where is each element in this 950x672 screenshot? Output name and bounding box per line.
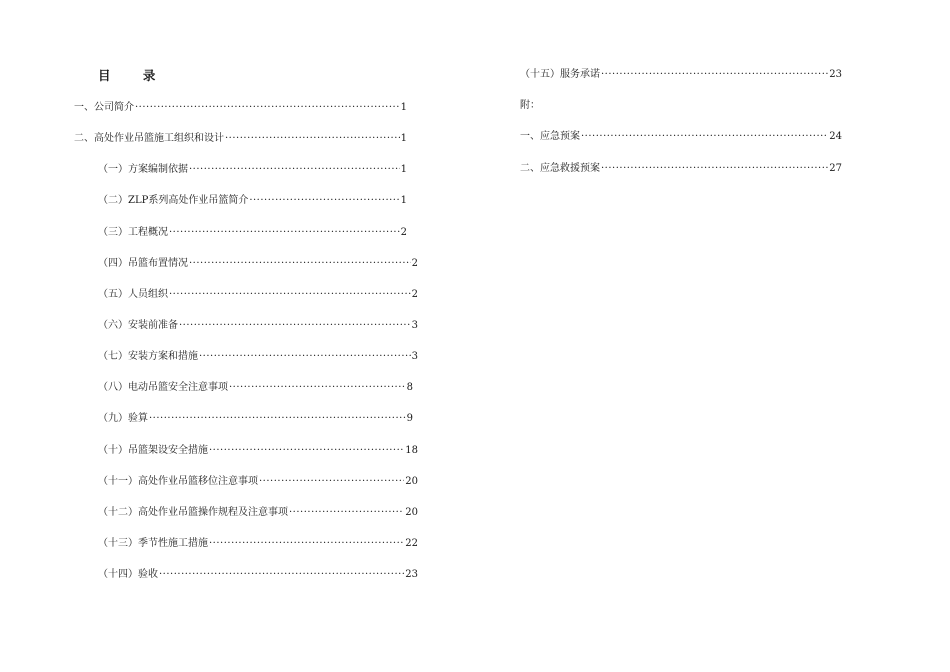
toc-entry-page: 2 xyxy=(411,258,418,269)
toc-leader-dots xyxy=(159,568,404,582)
toc-leader-dots xyxy=(149,412,406,426)
toc-entry-gondola-layout[interactable] xyxy=(98,257,418,271)
toc-entry-erection-safety[interactable] xyxy=(98,444,418,458)
toc-entry-page: 2 xyxy=(411,289,418,300)
toc-entry-company-intro[interactable] xyxy=(74,101,407,115)
toc-leader-dots xyxy=(199,350,411,364)
toc-entry-page: 23 xyxy=(405,569,418,580)
toc-leader-dots xyxy=(601,162,828,176)
toc-title: 目 录 xyxy=(98,68,170,83)
toc-entry-page: 20 xyxy=(405,507,418,518)
toc-entry-page: 1 xyxy=(400,133,407,144)
toc-entry-label: （十）吊篮架设安全措施 xyxy=(98,445,208,456)
toc-entry-label: （一）方案编制依据 xyxy=(98,164,188,175)
toc-entry-pre-install[interactable] xyxy=(98,319,418,333)
toc-leader-dots xyxy=(189,257,411,271)
toc-entry-emergency-plan[interactable] xyxy=(520,130,842,144)
toc-entry-label: （十二）高处作业吊篮操作规程及注意事项 xyxy=(98,507,288,518)
toc-entry-label: 一、应急预案 xyxy=(520,131,580,142)
toc-entry-page: 20 xyxy=(405,476,418,487)
toc-leader-dots xyxy=(581,130,828,144)
toc-entry-safety-notes[interactable] xyxy=(98,381,413,395)
toc-entry-label: （十五）服务承诺 xyxy=(520,69,600,80)
toc-entry-page: 1 xyxy=(400,102,407,113)
toc-leader-dots xyxy=(289,506,404,520)
toc-entry-label: （八）电动吊篮安全注意事项 xyxy=(98,382,228,393)
toc-entry-construction-design[interactable] xyxy=(74,132,407,146)
toc-entry-page: 1 xyxy=(400,164,407,175)
toc-entry-seasonal[interactable] xyxy=(98,537,418,551)
toc-leader-dots xyxy=(209,444,404,458)
toc-entry-service-commitment[interactable] xyxy=(520,68,842,82)
toc-entry-page: 23 xyxy=(829,69,842,80)
toc-entry-page: 3 xyxy=(411,320,418,331)
toc-leader-dots xyxy=(189,163,400,177)
toc-entry-label: （十四）验收 xyxy=(98,569,158,580)
toc-leader-dots xyxy=(169,288,411,302)
toc-entry-calculation[interactable] xyxy=(98,412,413,426)
toc-entry-page: 1 xyxy=(400,195,407,206)
toc-entry-page: 24 xyxy=(829,131,842,142)
toc-entry-project-overview[interactable] xyxy=(98,226,407,240)
toc-leader-dots xyxy=(229,381,406,395)
toc-entry-zlp-intro[interactable] xyxy=(98,194,407,208)
toc-entry-label: 一、公司简介 xyxy=(74,102,134,113)
toc-leader-dots xyxy=(209,537,404,551)
toc-entry-label: （四）吊篮布置情况 xyxy=(98,258,188,269)
toc-leader-dots xyxy=(179,319,411,333)
appendix-label: 附： xyxy=(520,100,540,111)
toc-entry-label: 二、应急救援预案 xyxy=(520,163,600,174)
toc-entry-page: 8 xyxy=(406,382,413,393)
toc-entry-label: （九）验算 xyxy=(98,413,148,424)
toc-entry-page: 9 xyxy=(406,413,413,424)
toc-entry-page: 2 xyxy=(400,227,407,238)
toc-entry-acceptance[interactable] xyxy=(98,568,418,582)
toc-entry-install-plan[interactable] xyxy=(98,350,418,364)
toc-entry-label: （十一）高处作业吊篮移位注意事项 xyxy=(98,476,258,487)
toc-entry-label: （二）ZLP系列高处作业吊篮简介 xyxy=(98,195,249,206)
toc-entry-label: （三）工程概况 xyxy=(98,227,168,238)
toc-entry-page: 27 xyxy=(829,163,842,174)
toc-leader-dots xyxy=(135,101,400,115)
toc-entry-label: （六）安装前准备 xyxy=(98,320,178,331)
toc-entry-relocation[interactable] xyxy=(98,475,418,489)
toc-entry-page: 18 xyxy=(405,445,418,456)
toc-entry-label: （七）安装方案和措施 xyxy=(98,351,198,362)
toc-entry-staffing[interactable] xyxy=(98,288,418,302)
toc-leader-dots xyxy=(601,68,828,82)
toc-entry-emergency-rescue-plan[interactable] xyxy=(520,162,842,176)
toc-leader-dots xyxy=(259,475,404,489)
toc-entry-page: 3 xyxy=(411,351,418,362)
toc-entry-label: 二、高处作业吊篮施工组织和设计 xyxy=(74,133,224,144)
toc-leader-dots xyxy=(225,132,400,146)
toc-entry-operation-rules[interactable] xyxy=(98,506,418,520)
toc-entry-label: （五）人员组织 xyxy=(98,289,168,300)
toc-leader-dots xyxy=(169,226,400,240)
toc-leader-dots xyxy=(249,194,399,208)
toc-entry-plan-basis[interactable] xyxy=(98,163,407,177)
toc-entry-label: （十三）季节性施工措施 xyxy=(98,538,208,549)
toc-entry-page: 22 xyxy=(405,538,418,549)
